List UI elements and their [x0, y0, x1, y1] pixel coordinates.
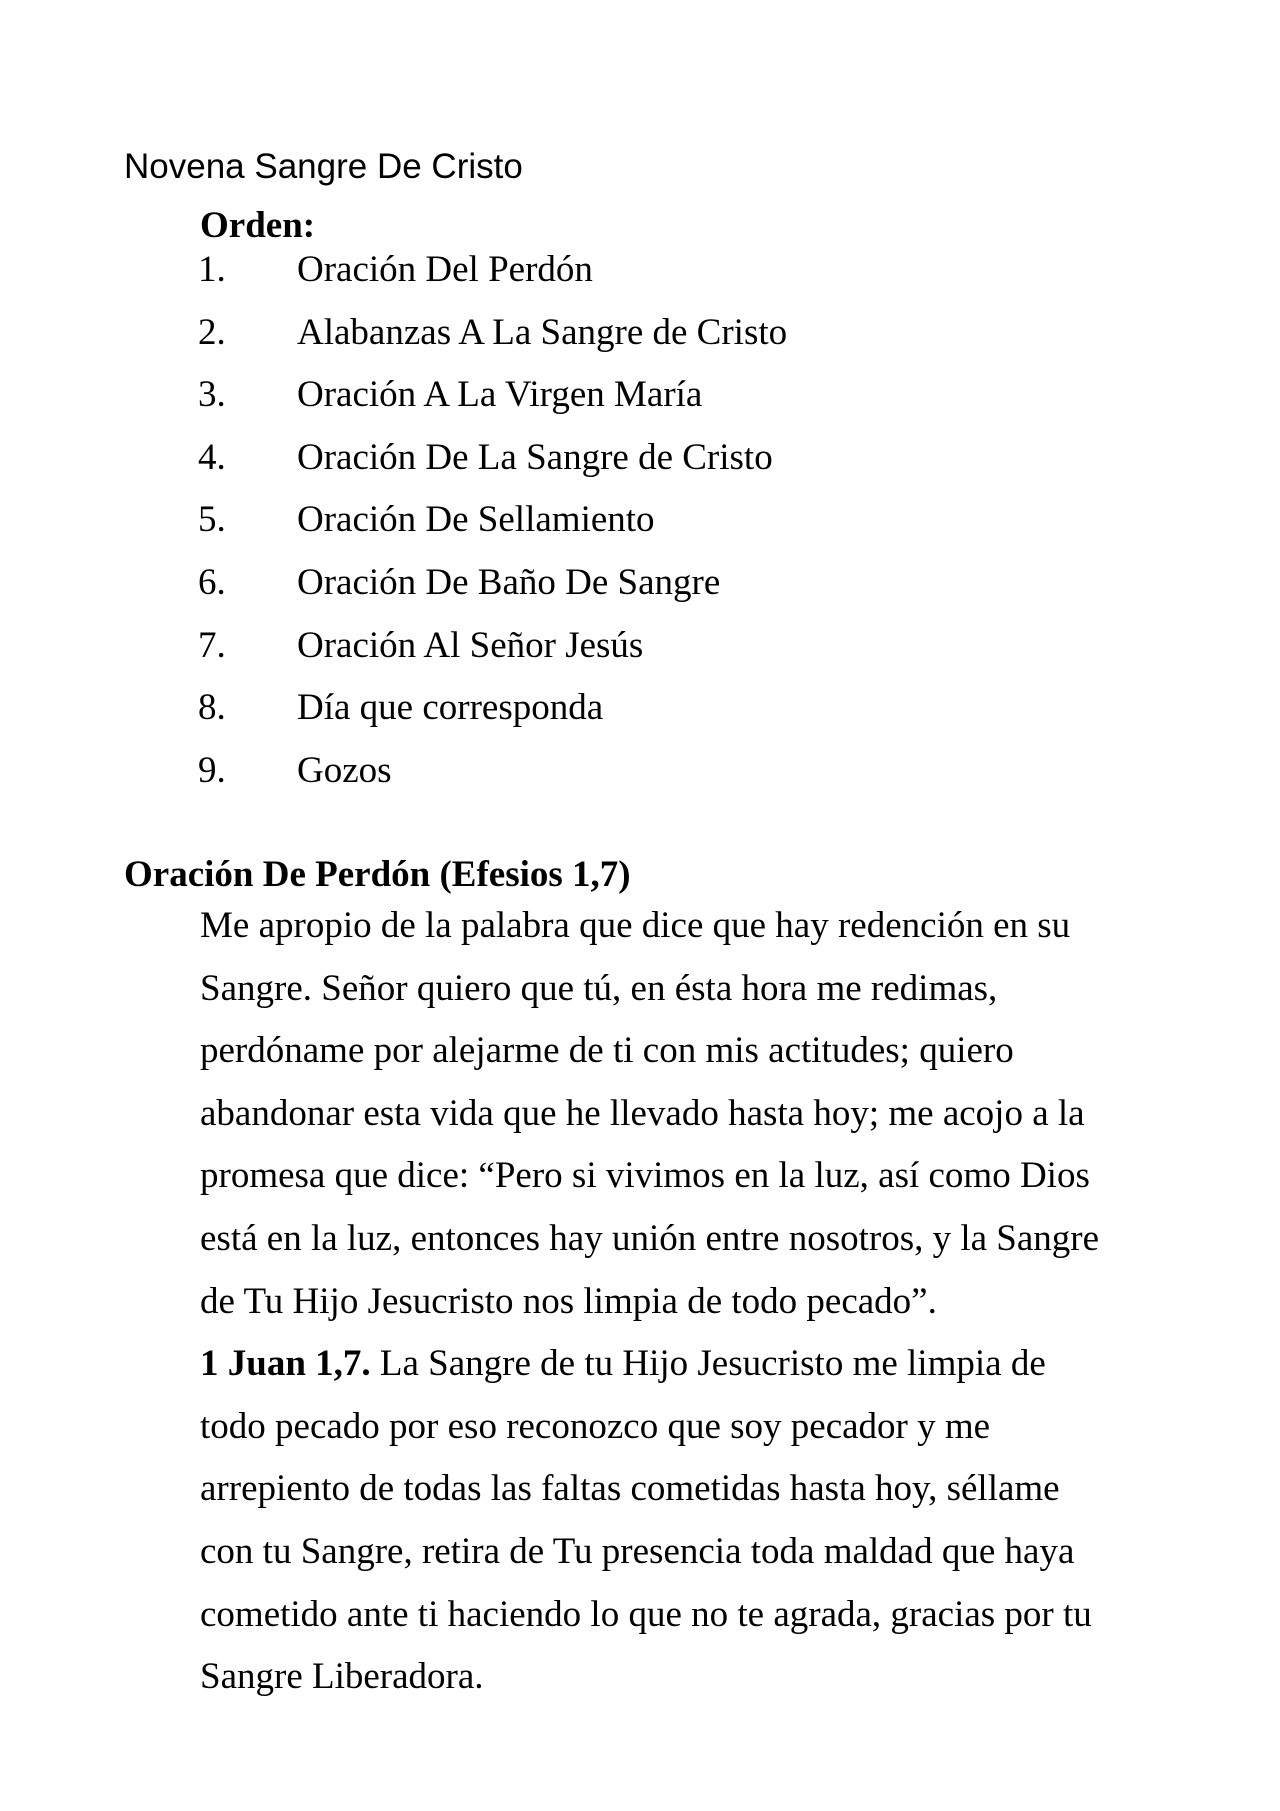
order-item-number: 2. [198, 311, 226, 353]
order-item-label: Oración De La Sangre de Cristo [297, 436, 773, 478]
prayer-body [200, 895, 1160, 1709]
order-item-label: Día que corresponda [297, 687, 604, 729]
order-item-number: 7. [198, 624, 226, 666]
order-item-label: Oración A La Virgen María [297, 374, 703, 416]
order-item-label: Alabanzas A La Sangre de Cristo [297, 311, 788, 353]
order-item-number: 5. [198, 499, 226, 541]
order-item [0, 436, 1280, 499]
order-item-number: 3. [198, 374, 226, 416]
order-item [0, 498, 1280, 561]
order-item-number: 4. [198, 436, 226, 478]
order-item [0, 248, 1280, 311]
order-item-label: Gozos [297, 749, 392, 791]
order-item-label: Oración De Sellamiento [297, 499, 655, 541]
order-item-number: 1. [198, 249, 226, 290]
prayer-paragraph-2: La Sangre de tu Hijo Jesucristo me limpia de todo pecado por eso reconozco que soy pecador y me arrepiento de todas las faltas cometidas hasta hoy, séllame con tu Sangre, retira de Tu presencia toda maldad que haya cometido ante ti haciendo lo que no te agrada, gracias por tu Sangre Liberadora. [200, 1343, 1092, 1698]
order-item-label: Oración Del Perdón [297, 249, 593, 290]
order-item [0, 749, 1280, 812]
section-heading: Oración De Perdón (Efesios 1,7) [124, 854, 631, 895]
order-heading: Orden: [200, 205, 316, 246]
order-item [0, 686, 1280, 749]
verse-reference: 1 Juan 1,7. [200, 1343, 371, 1385]
order-item-label: Oración Al Señor Jesús [297, 624, 644, 666]
order-item [0, 373, 1280, 436]
prayer-paragraph-1: Me apropio de la palabra que dice que hay redención en su Sangre. Señor quiero que tú, en ésta hora me redimas, perdóname por alejarme de ti con mis actitudes; quiero abandonar esta vida que he llevado hasta hoy; me acojo a la promesa que dice: “Pero si vivimos en la luz, así como Dios está en la luz, entonces hay unión entre nosotros, y la Sangre de Tu Hijo Jesucristo nos limpia de todo pecado”. [200, 905, 1100, 1322]
order-item [0, 561, 1280, 624]
document-title: Novena Sangre De Cristo [124, 147, 523, 186]
order-list [0, 248, 1280, 811]
order-item-number: 8. [198, 687, 226, 729]
order-item-number: 6. [198, 561, 226, 603]
order-item-number: 9. [198, 749, 226, 791]
order-item [0, 624, 1280, 687]
order-item [0, 311, 1280, 374]
order-item-label: Oración De Baño De Sangre [297, 561, 721, 603]
